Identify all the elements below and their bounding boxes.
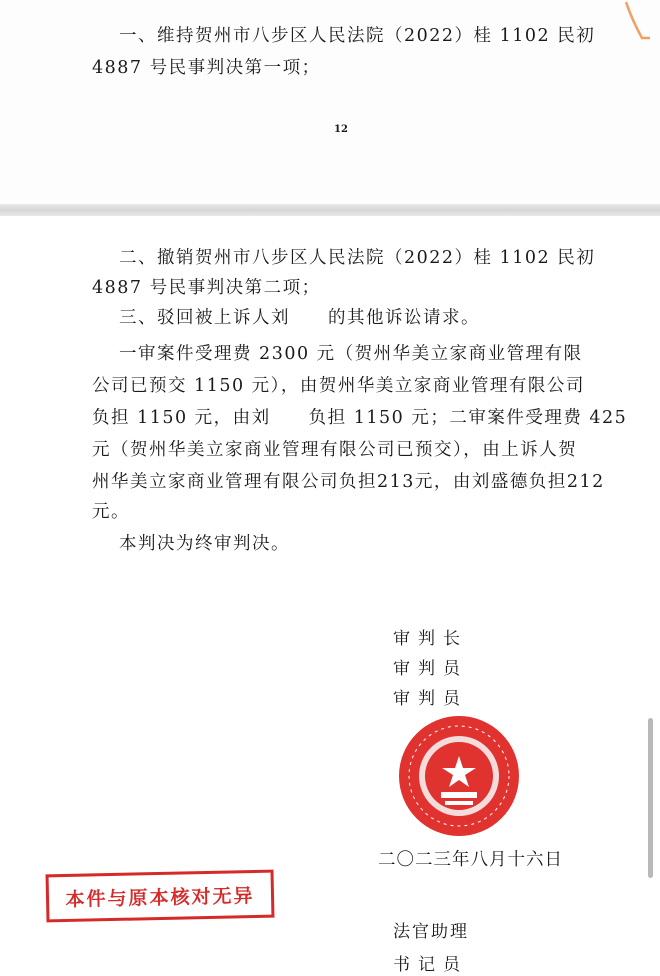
text-line: 公司已预交 1150 元），由贺州华美立家商业管理有限公司 <box>92 376 585 396</box>
text-segment: 负担 1150 元；二审案件受理费 425 <box>308 408 628 428</box>
copy-verified-stamp: 本件与原本核对无异 <box>46 870 275 923</box>
text-line <box>92 404 627 429</box>
page-number: 12 <box>334 124 348 135</box>
presiding-judge-label: 审判长 <box>393 629 468 649</box>
court-seal-icon <box>395 712 523 840</box>
text-line: 4887 号民事判决第二项； <box>92 278 321 298</box>
text-line: 元（贺州华美立家商业管理有限公司已预交），由上诉人贺 <box>92 440 578 460</box>
scrollbar[interactable] <box>648 718 653 878</box>
text-line: 本判决为终审判决。 <box>119 534 290 554</box>
judge-label: 审判员 <box>393 659 468 679</box>
text-segment: 负担 1150 元，由刘 <box>92 408 271 428</box>
text-line: 一、维持贺州市八步区人民法院（2022）桂 1102 民初 <box>119 26 596 46</box>
judgment-date: 二〇二三年八月十六日 <box>378 850 563 870</box>
clerk-label: 书记员 <box>393 955 468 975</box>
redaction <box>271 408 309 428</box>
judge-assistant-label: 法官助理 <box>393 922 469 942</box>
pen-mark-icon <box>622 0 652 40</box>
text-line: 州华美立家商业管理有限公司负担213元，由刘盛德负担212 <box>92 472 605 492</box>
judge-label: 审判员 <box>393 689 468 709</box>
text-line: 一审案件受理费 2300 元（贺州华美立家商业管理有限 <box>119 344 583 364</box>
text-segment: 三、驳回被上诉人刘 <box>119 308 290 328</box>
text-line: 二、撤销贺州市八步区人民法院（2022）桂 1102 民初 <box>119 248 596 268</box>
text-line: 元。 <box>92 502 130 522</box>
text-line: 4887 号民事判决第一项； <box>92 58 321 78</box>
text-line <box>119 304 480 329</box>
previous-page <box>0 0 660 210</box>
page-divider <box>0 204 660 216</box>
redaction <box>290 308 328 328</box>
text-segment: 的其他诉讼请求。 <box>328 308 480 328</box>
